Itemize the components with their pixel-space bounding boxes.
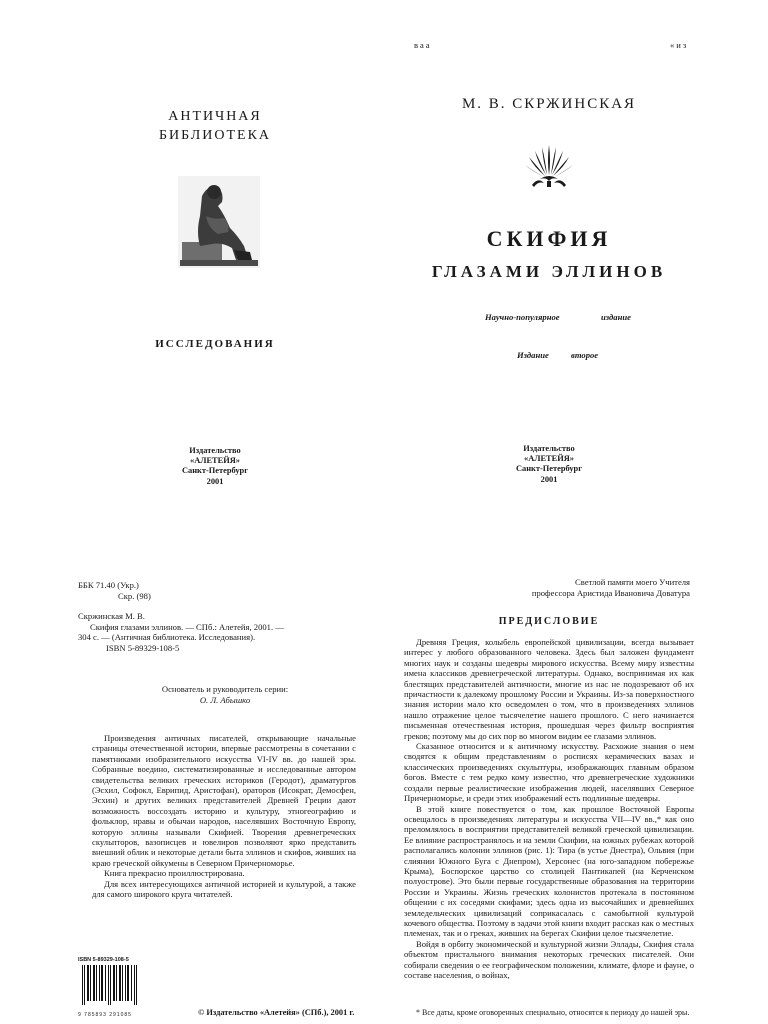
series-title bbox=[0, 107, 384, 145]
genre-a: Научно-популярное bbox=[485, 312, 560, 322]
imprint-line2: «АЛЕТЕЙЯ» bbox=[524, 454, 574, 464]
founder-name: О. Л. Абышко bbox=[199, 694, 251, 705]
palmette-icon bbox=[522, 141, 576, 191]
seated-philosopher-image bbox=[178, 176, 260, 268]
dedication-line2: профессора Аристида Ивановича Доватура bbox=[531, 587, 690, 598]
author: М. В. СКРЖИНСКАЯ bbox=[461, 96, 637, 112]
imprint-line2: «АЛЕТЕЙЯ» bbox=[190, 456, 240, 466]
edition-a: Издание bbox=[517, 350, 549, 360]
title-main: СКИФИЯ bbox=[486, 226, 612, 251]
footnote bbox=[404, 1008, 694, 1018]
copyright: © Издательство «Алетейя» (СПб.), 2001 г. bbox=[198, 1008, 355, 1017]
catalog-line3: 304 с. — (Античная библиотека. Исследования). bbox=[78, 632, 256, 643]
top-left-mark: ваа bbox=[414, 40, 432, 50]
preface-paragraph: В этой книге повествуется о том, как прошлое Восточной Европы освещалось в произведениях литературы и искусства VII—IV вв.,* как оно преломлялось в восприятии представителей великой греческой цивилизации. Ее влияние распространялось и на земли Скифии, на южных рубежах которой располагались колонии эллинов (рис. 1): Тира (в устье Днестра), Ольвия (при слиянии Южного Буга с Днепром), Херсонес (на юго-западном побережье Крыма), Боспорское царство со столицей Пантикапей (на Керченском полуострове). Это были первые государственные образования на территории России и Украины. Жизнь греческих колонистов протекала в постоянном общении с их соседями скифами; здесь одна из высочайших и древнейших земледельческих цивилизаций соприкасалась с самобытной культурой кочевого общества. Поэтому в задачи этой книги входит рассказ как о местных племенах, так и о греках, живших на берегах Скифии целое тысячелетие. bbox=[404, 803, 694, 939]
imprint-line1: Издательство bbox=[523, 444, 575, 453]
dedication bbox=[430, 577, 690, 598]
edition-b: второе bbox=[571, 350, 599, 360]
palmette-ornament bbox=[522, 141, 576, 191]
catalog-line2: Скифия глазами эллинов. — СПб.: Алетейя, 2001. — bbox=[90, 621, 284, 632]
title-sub: ГЛАЗАМИ ЭЛЛИНОВ bbox=[431, 262, 667, 281]
preface-paragraph: Сказанное относится и к античному искусству. Расхожие знания о нем сводятся к общим представлениям о росписях керамических вазах и классических произведениях скульптуры, изображающих главным образом богов. Вместе с тем редко кому известно, что древнегреческие художники создали первые реалистические изображения людей, населявших Северное Причерноморье, и среди этих изображений есть подлинные шедевры. bbox=[404, 741, 694, 804]
barcode-digits: 9 785893 291085 bbox=[78, 1012, 132, 1018]
catalog-line4: ISBN 5-89329-108-5 bbox=[106, 642, 180, 653]
abstract-paragraph: Произведения античных писателей, открывающие начальные страницы отечественной истории, впервые рассмотрены в сочетании с памятниками изобразительного искусства VI-IV вв. до нашей эры. Собранные воедино, систематизированные и исследованные автором свидетельства великих греческих историков (Геродот), драматургов (Эсхил, Софокл, Еврипид, Аристофан), ораторов (Исократ, Демосфен, Эсхин) и других великих представителей Древней Греции дают возможность воссоздать историю и культуру, этногеографию и фольклор, нравы и обычаи народов, населявших Восточную Европу, которую эллины называли Скифией. Творения древнегреческих скульпторов, вазописцев и ювелиров позволяют ярко представить внешний облик и некоторые детали быта эллинов и скифов, живших на краю греческой ойкумены в Северном Причерноморье. bbox=[92, 733, 356, 868]
imprint-line1: Издательство bbox=[189, 446, 241, 455]
right-imprint bbox=[384, 444, 714, 485]
preface-body bbox=[404, 637, 694, 980]
preface-paragraph: Древняя Греция, колыбель европейской цивилизации, всегда вызывает интерес у любого образованного человека. Здесь был заложен фундамент многих наук и созданы шедевры мирового искусства. Всему миру известны имена классиков древнегреческой литературы. Однако, воспринимая их как блестящих представителей античности, многие из нас не подозревают об их причастности к далекому прошлому России и Украины. Из-за поверхностного знания истории мало кто осведомлен о том, что в произведениях эллинов нашло отражение целое тысячелетие нашего прошлого. С него начинается письменная отечественная история, прошедшая через фильтр восприятия греков; поэтому мы до сих пор во многом видим ее глазами эллинов. bbox=[404, 637, 694, 741]
left-imprint bbox=[0, 446, 384, 487]
footnote-text: * Все даты, кроме оговоренных специально, относятся к периоду до нашей эры. bbox=[416, 1008, 690, 1017]
imprint-line3: Санкт-Петербург bbox=[181, 466, 249, 476]
barcode-icon bbox=[78, 963, 142, 1017]
bbk-line1: ББК 71.40 (Укр.) bbox=[78, 580, 139, 590]
catalog-entry bbox=[78, 611, 368, 653]
preface-heading: ПРЕДИСЛОВИЕ bbox=[498, 616, 600, 627]
abstract-paragraph: Для всех интересующихся античной историей и культурой, а также для самого широкого круга читателей. bbox=[92, 878, 356, 900]
section-label: ИССЛЕДОВАНИЯ bbox=[155, 338, 275, 350]
imprint-line4: 2001 bbox=[206, 476, 224, 486]
bbk-line2: Скр. (98) bbox=[118, 590, 151, 601]
preface-paragraph: Войдя в орбиту экономической и культурной жизни Эллады, Скифия стала объектом пристального внимания некоторых греческих писателей. Они собирали сведения о ее географическом положении, климате, флоре и фауне, о составе населения, о войнах, bbox=[404, 938, 694, 980]
isbn-barcode-label: ISBN 5-89329-108-5 bbox=[78, 957, 129, 963]
bbk-block bbox=[78, 580, 338, 601]
founder-block bbox=[80, 684, 370, 705]
imprint-line3: Санкт-Петербург bbox=[515, 464, 583, 474]
dedication-line1: Светлой памяти моего Учителя bbox=[575, 577, 690, 587]
imprint-line4: 2001 bbox=[540, 474, 558, 484]
genre-b: издание bbox=[601, 312, 631, 322]
isbn-barcode bbox=[78, 957, 142, 1018]
right-page bbox=[384, 0, 768, 1024]
founder-label: Основатель и руководитель серии: bbox=[161, 684, 289, 694]
series-title-line1: АНТИЧНАЯ bbox=[168, 109, 262, 124]
abstract bbox=[92, 733, 356, 900]
statue-illustration bbox=[178, 176, 260, 268]
abstract-paragraph: Книга прекрасно проиллюстрирована. bbox=[104, 868, 245, 879]
series-title-line2: БИБЛИОТЕКА bbox=[158, 128, 272, 143]
catalog-line1: Скржинская М. В. bbox=[78, 611, 145, 621]
top-right-mark: «из bbox=[670, 40, 689, 50]
